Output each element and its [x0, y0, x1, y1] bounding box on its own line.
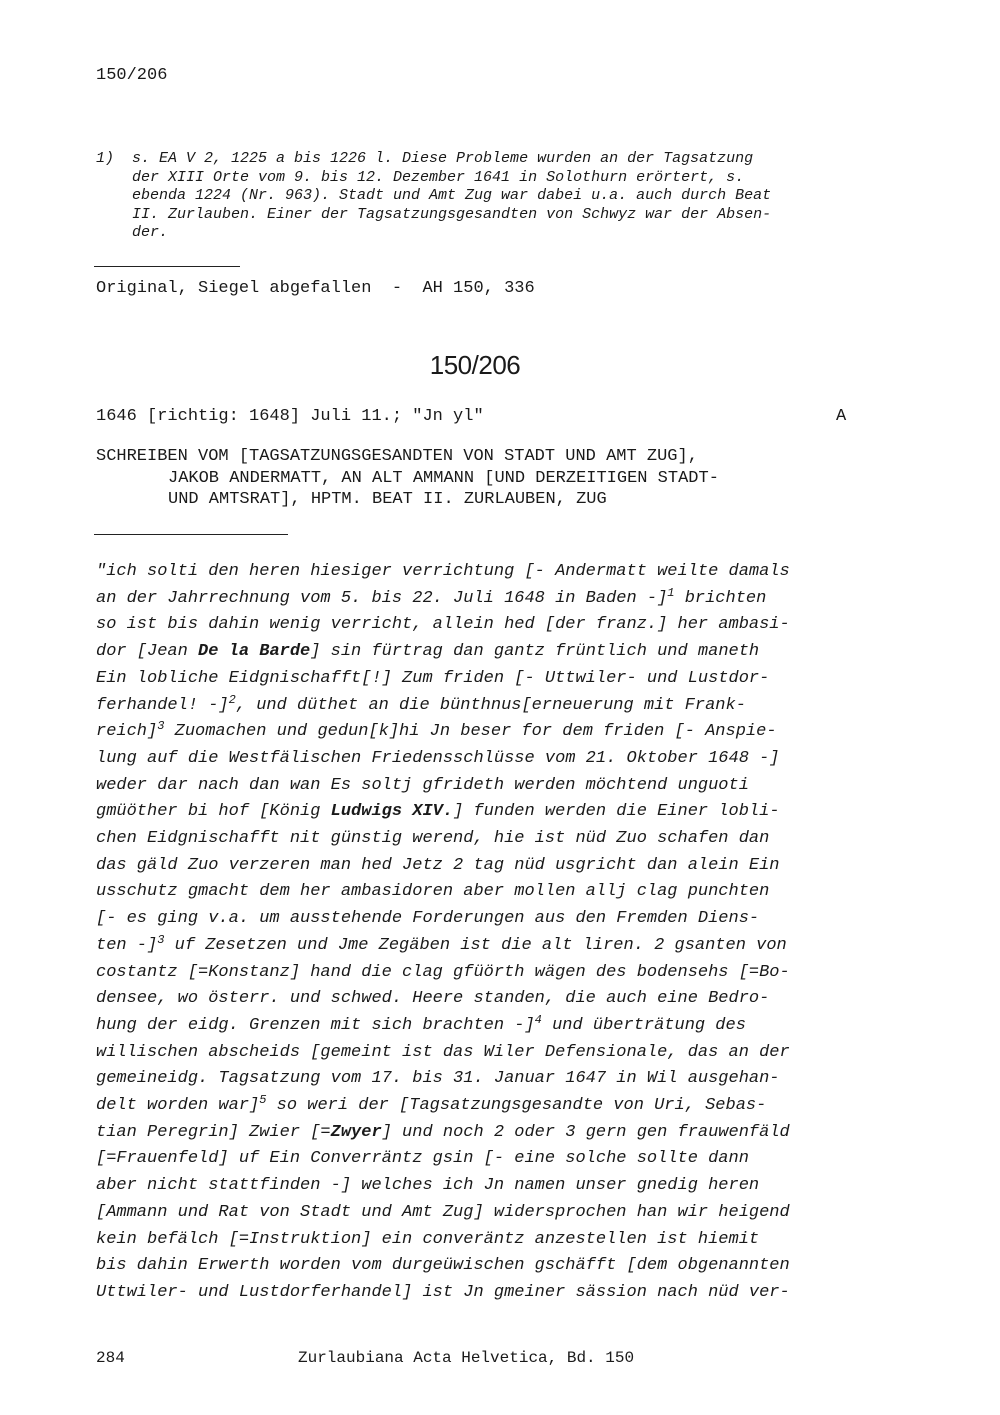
text-line: willischen abscheids [gemeint ist das Wiler Defensionale, das an der — [96, 1042, 790, 1062]
person-name: Ludwigs XIV. — [330, 802, 454, 822]
document-title — [96, 446, 719, 511]
footnote-line: II. Zurlauben. Einer der Tagsatzungsgesandten von Schwyz war der Absen- — [132, 205, 772, 223]
running-header-doc-number: 150/206 — [96, 66, 168, 85]
text-line: "ich solti den heren hiesiger verrichtung [- Andermatt weilte damals — [96, 562, 790, 581]
text-line: [- es ging v.a. um ausstehende Forderungen aus den Fremden Diens- — [96, 909, 760, 929]
title-line: SCHREIBEN VOM [TAGSATZUNGSGESANDTEN VON STADT UND AMT ZUG], — [96, 447, 698, 466]
text-line: kein befälch [=Instruktion] ein converäntz anzestellen ist hiemit — [96, 1229, 760, 1249]
footnote-ref: 4 — [534, 1012, 542, 1027]
footnote-ref: 3 — [157, 932, 165, 947]
text-line: an der Jahrrechnung vom 5. bis 22. Juli 1648 in Baden -]$^1$ brichten — [96, 585, 767, 608]
text-line: Ein lobliche Eidgnischafft[!] Zum friden [- Uttwiler- und Lustdor- — [96, 668, 770, 688]
text-line: hung der eidg. Grenzen mit sich brachten -]$^4$ und überträtung des — [96, 1012, 746, 1035]
text-line: densee, wo österr. und schwed. Heere standen, die auch eine Bedro- — [96, 989, 770, 1009]
footnote — [96, 150, 876, 243]
text-line: weder dar nach dan wan Es soltj gfrideth werden möchtend unguoti — [96, 775, 749, 795]
text-line: chen Eidgnischafft nit günstig werend, hie ist nüd Zuo schafen dan — [96, 829, 770, 849]
title-line: UND AMTSRAT], HPTM. BEAT II. ZURLAUBEN, ZUG — [168, 490, 607, 509]
document-date-line: 1646 [richtig: 1648] Juli 11.; "Jn yl" — [96, 407, 484, 426]
text-line: tian Peregrin] Zwier [=Zwyer] und noch 2 oder 3 gern gen frauwenfäld — [96, 1122, 790, 1142]
text-line: ten -]$^3$ uf Zesetzen und Jme Zegäben ist die alt liren. 2 gsanten von — [96, 932, 787, 955]
footnote-ref: 2 — [228, 692, 236, 707]
text-line: so ist bis dahin wenig verricht, allein hed [der franz.] her ambasi- — [96, 615, 790, 635]
footnote-line: s. EA V 2, 1225 a bis 1226 l. Diese Probleme wurden an der Tagsatzung — [132, 150, 754, 167]
text-line: gmüöther bi hof [König Ludwigs XIV.] funden werden die Einer lobli- — [96, 802, 780, 822]
footnote-line: der. — [132, 224, 169, 241]
person-name: De la Barde — [198, 642, 311, 662]
text-line: [=Frauenfeld] uf Ein Converräntz gsin [- eine solche sollte dann — [96, 1149, 749, 1169]
document-classification: A — [836, 407, 847, 426]
text-line: aber nicht stattfinden -] welches ich Jn namen unser gnedig heren — [96, 1176, 760, 1196]
text-line: costantz [=Konstanz] hand die clag gfüörth wägen des bodensehs [=Bo- — [96, 962, 790, 982]
person-name: Zwyer — [330, 1122, 382, 1142]
page-number: 284 — [96, 1349, 125, 1367]
footnote-line: ebenda 1224 (Nr. 963). Stadt und Amt Zug war dabei u.a. auch durch Beat — [132, 187, 772, 204]
text-line: das gäld Zuo verzeren man hed Jetz 2 tag nüd usgricht dan alein Ein — [96, 855, 780, 875]
footnote-ref: 3 — [157, 719, 165, 734]
text-line: [Ammann und Rat von Stadt und Amt Zug] widersprochen han wir heigend — [96, 1202, 790, 1222]
document-number: 150/206 — [429, 350, 521, 380]
footnote-divider — [94, 266, 240, 267]
text-line: bis dahin Erwerth worden vom durgeüwischen gschäfft [dem obgenannten — [96, 1256, 790, 1276]
footnote-body — [132, 150, 876, 243]
text-line: Uttwiler- und Lustdorferhandel] ist Jn gmeiner sässion nach nüd ver- — [96, 1282, 790, 1302]
footnote-ref: 1 — [667, 585, 675, 600]
text-line: lung auf die Westfälischen Friedensschlüsse vom 21. Oktober 1648 -] — [96, 748, 780, 768]
title-divider — [94, 534, 288, 535]
text-line: dor [Jean De la Barde] sin fürtrag dan gantz früntlich und maneth — [96, 642, 760, 662]
publication-title: Zurlaubiana Acta Helvetica, Bd. 150 — [298, 1349, 635, 1367]
text-line: ferhandel! -]$^2$, und düthet an die bünthnus[erneuerung mit Frank- — [96, 692, 746, 715]
text-line: usschutz gmacht dem her ambasidoren aber mollen allj clag punchten — [96, 882, 770, 902]
footnote-line: der XIII Orte vom 9. bis 12. Dezember 1641 in Solothurn erörtert, s. — [132, 168, 745, 186]
footnote-ref: 5 — [259, 1093, 267, 1108]
source-note: Original, Siegel abgefallen - AH 150, 336 — [96, 279, 535, 298]
text-line: delt worden war]$^5$ so weri der [Tagsatzungsgesandte von Uri, Sebas- — [96, 1093, 767, 1116]
text-line: gemeineidg. Tagsatzung vom 17. bis 31. Januar 1647 in Wil ausgehan- — [96, 1069, 780, 1089]
text-line: reich]$^3$ Zuomachen und gedun[k]hi Jn beser for dem friden [- Anspie- — [96, 719, 777, 742]
footnote-marker: 1) — [96, 150, 115, 167]
letter-text — [96, 559, 876, 1307]
title-line: JAKOB ANDERMATT, AN ALT AMMANN [UND DERZEITIGEN STADT- — [168, 468, 719, 488]
